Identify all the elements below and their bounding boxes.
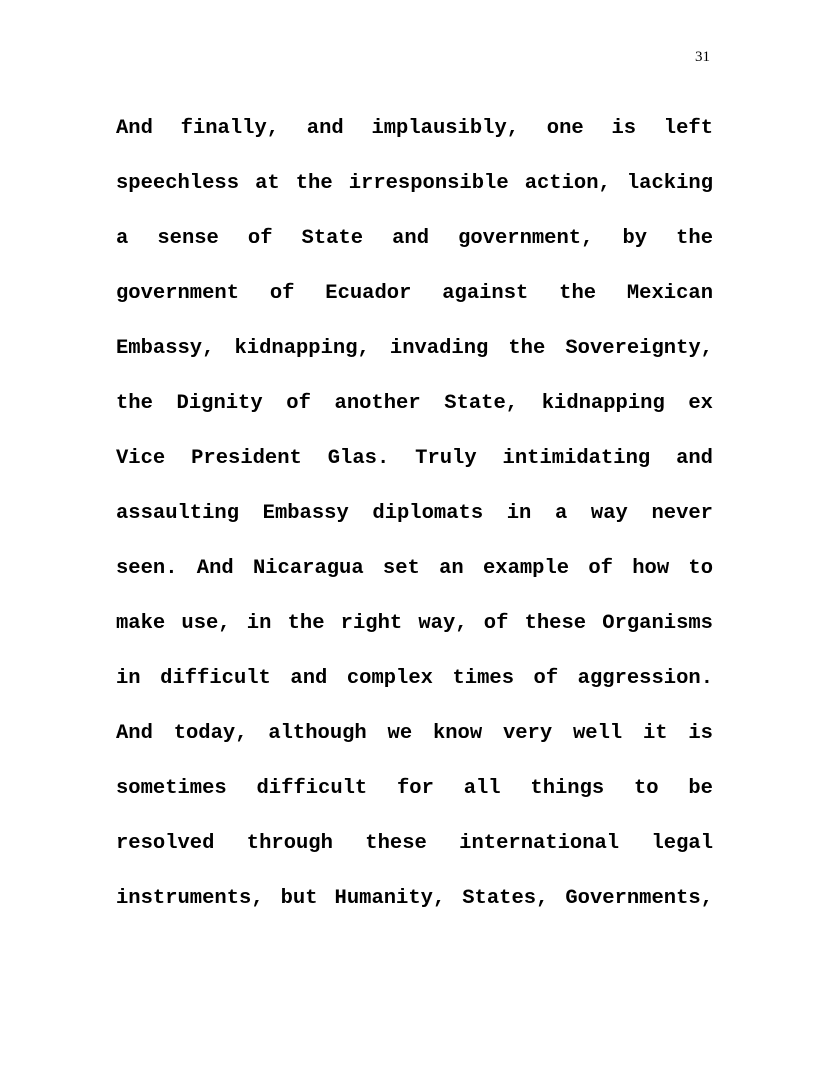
text-line: make use, in the right way, of these Organisms xyxy=(116,612,713,635)
text-line: sometimes difficult for all things to be xyxy=(116,777,713,800)
text-line: Vice President Glas. Truly intimidating and xyxy=(116,447,713,470)
text-line: government of Ecuador against the Mexican xyxy=(116,282,713,305)
text-line: seen. And Nicaragua set an example of how to xyxy=(116,557,713,580)
text-line: Embassy, kidnapping, invading the Sovereignty, xyxy=(116,337,713,360)
text-line: And finally, and implausibly, one is left xyxy=(116,117,713,140)
text-line: resolved through these international legal xyxy=(116,832,713,855)
text-line: And today, although we know very well it is xyxy=(116,722,713,745)
text-line: speechless at the irresponsible action, lacking xyxy=(116,172,713,195)
body-paragraph xyxy=(116,110,713,935)
text-line: a sense of State and government, by the xyxy=(116,227,713,250)
text-line: assaulting Embassy diplomats in a way never xyxy=(116,502,713,525)
text-line: instruments, but Humanity, States, Governments, xyxy=(116,887,713,910)
text-line: in difficult and complex times of aggression. xyxy=(116,667,713,690)
page-number: 31 xyxy=(695,49,710,65)
text-line: the Dignity of another State, kidnapping ex xyxy=(116,392,713,415)
